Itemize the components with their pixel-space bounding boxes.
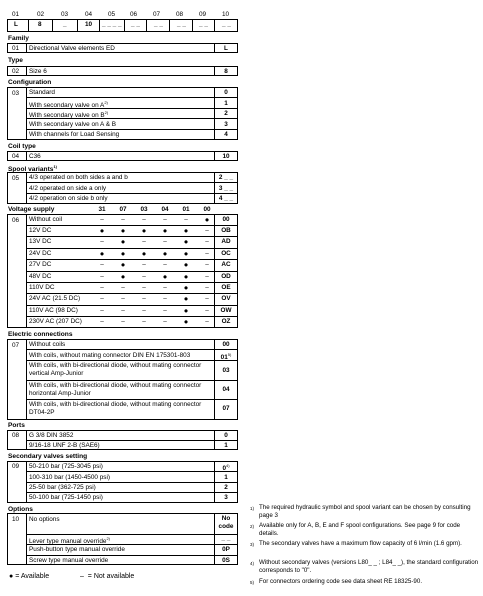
electric-row-code: 01$^{5)}$ xyxy=(220,352,232,362)
header-num: 03 xyxy=(61,11,69,18)
section-title-family: Family xyxy=(8,35,29,42)
secondary-row-code: 0$^{4)}$ xyxy=(222,463,230,473)
section-title-secondary: Secondary valves setting xyxy=(8,453,88,460)
not-available-dash: – xyxy=(163,284,167,291)
header-cell: _ _ xyxy=(177,21,186,28)
section-title-electric: Electric connections xyxy=(8,331,73,338)
spool-row-code: 3 _ _ xyxy=(218,185,234,192)
coil-code: 10 xyxy=(222,153,230,160)
not-available-dash: – xyxy=(121,318,125,325)
header-cell: 8 xyxy=(38,21,42,28)
electric-row-code: 00 xyxy=(222,341,230,348)
not-available-dash: – xyxy=(100,216,104,223)
electric-row-label: With coils, with bi-directional diode, without mating connector vertical Amp-Junior xyxy=(29,362,202,377)
configuration-row-label: With secondary valve on $B^{2)}$ xyxy=(29,110,109,120)
secondary-row-label: 50-210 bar (725-3045 psi) xyxy=(29,463,103,470)
spool-row-code: 4 _ _ xyxy=(218,195,234,202)
voltage-row-label: 12V DC xyxy=(29,227,52,234)
voltage-row-code: 00 xyxy=(222,216,230,223)
not-available-dash: – xyxy=(100,261,104,268)
secondary-row-code: 1 xyxy=(224,474,228,481)
available-dot-icon: ● xyxy=(204,215,210,224)
voltage-row-code: OB xyxy=(221,227,231,234)
available-dot-icon: ● xyxy=(120,260,126,269)
available-dot-icon: ● xyxy=(120,249,126,258)
not-available-dash: – xyxy=(184,216,188,223)
available-dot-icon: ● xyxy=(183,272,189,281)
section-number: 02 xyxy=(12,68,20,75)
voltage-row-label: 13V DC xyxy=(29,238,52,245)
configuration-row-code: 0 xyxy=(224,89,228,96)
dash-icon: – xyxy=(80,573,84,580)
not-available-dash: – xyxy=(121,284,125,291)
options-row-code: 0S xyxy=(222,557,230,564)
section-number: 08 xyxy=(12,432,20,439)
header-num: 10 xyxy=(222,11,230,18)
not-available-dash: – xyxy=(163,307,167,314)
voltage-col-header: 07 xyxy=(119,206,127,213)
header-cell: _ _ xyxy=(154,21,163,28)
section-number: 05 xyxy=(12,175,20,182)
secondary-row-code: 3 xyxy=(224,494,228,501)
options-row-label: Push-button type manual override xyxy=(29,546,125,553)
configuration-row-label: With secondary valve on $A^{2)}$ xyxy=(29,100,108,110)
not-available-dash: – xyxy=(142,307,146,314)
not-available-dash: – xyxy=(121,307,125,314)
voltage-row-label: 110V DC xyxy=(29,284,55,291)
voltage-row-code: AC xyxy=(221,261,231,268)
ports-row-code: 1 xyxy=(224,442,228,449)
available-dot-icon: ● xyxy=(162,226,168,235)
voltage-row-code: OC xyxy=(221,250,231,257)
available-dot-icon: ● xyxy=(99,249,105,258)
available-dot-icon: ● xyxy=(141,226,147,235)
not-available-dash: – xyxy=(100,273,104,280)
options-row-code: No code xyxy=(218,515,234,530)
section-title-configuration: Configuration xyxy=(8,79,52,86)
section-number: 06 xyxy=(12,217,20,224)
not-available-dash: – xyxy=(121,295,125,302)
voltage-col-header: 31 xyxy=(98,206,106,213)
voltage-row-code: AD xyxy=(221,238,231,245)
not-available-dash: – xyxy=(205,307,209,314)
header-num: 07 xyxy=(153,11,161,18)
options-row-label: Lever type manual override$^{2)}$ xyxy=(29,536,111,546)
ports-row-label: 9/16-18 UNF 2-B (SAE6) xyxy=(29,442,100,449)
not-available-dash: – xyxy=(142,295,146,302)
header-cell: _ _ xyxy=(222,21,231,28)
options-row-code: 0P xyxy=(222,546,230,553)
not-available-dash: – xyxy=(205,318,209,325)
voltage-row-label: 24V DC xyxy=(29,250,52,257)
voltage-row-code: OE xyxy=(221,284,231,291)
secondary-row-label: 50-100 bar (725-1450 psi) xyxy=(29,494,103,501)
not-available-dash: – xyxy=(163,295,167,302)
not-available-dash: – xyxy=(142,261,146,268)
configuration-row-code: 4 xyxy=(224,131,228,138)
electric-row-label: Without coils xyxy=(29,341,66,348)
section-number: 01 xyxy=(12,45,20,52)
spool-row-code: 2 _ _ xyxy=(218,174,234,181)
electric-row-code: 03 xyxy=(222,367,230,374)
section-title-options: Options xyxy=(8,506,33,513)
voltage-col-header: 04 xyxy=(161,206,169,213)
options-row-label: Screw type manual override xyxy=(29,557,109,564)
section-title-voltage: Voltage supply xyxy=(8,206,55,213)
voltage-row-code: OZ xyxy=(221,318,231,325)
not-available-dash: – xyxy=(142,216,146,223)
spool-row-label: 4/2 operated on side a only xyxy=(29,185,107,192)
section-number: 09 xyxy=(12,463,20,470)
available-dot-icon: ● xyxy=(162,272,168,281)
header-cell: 10 xyxy=(85,21,93,28)
available-dot-icon: ● xyxy=(183,317,189,326)
available-dot-icon: ● xyxy=(9,573,14,580)
available-dot-icon: ● xyxy=(183,226,189,235)
configuration-row-label: With channels for Load Sensing xyxy=(29,131,120,138)
available-dot-icon: ● xyxy=(162,249,168,258)
ports-row-label: G 3/8 DIN 3852 xyxy=(29,432,74,439)
available-dot-icon: ● xyxy=(141,249,147,258)
voltage-row-label: 27V DC xyxy=(29,261,52,268)
voltage-row-label: Without coil xyxy=(29,216,63,223)
voltage-row-code: OV xyxy=(221,295,231,302)
secondary-row-code: 2 xyxy=(224,484,228,491)
section-title-ports: Ports xyxy=(8,422,25,429)
configuration-row-code: 2 xyxy=(224,110,228,117)
electric-row-code: 07 xyxy=(222,405,230,412)
spool-row-label: 4/3 operated on both sides a and b xyxy=(29,174,128,181)
voltage-col-header: 01 xyxy=(182,206,190,213)
section-title-type: Type xyxy=(8,57,23,64)
voltage-col-header: 03 xyxy=(140,206,148,213)
not-available-dash: – xyxy=(163,238,167,245)
not-available-dash: – xyxy=(142,318,146,325)
section-title-spool: Spool variants$^{1)}$ xyxy=(8,164,57,174)
voltage-row-code: OW xyxy=(220,307,232,314)
header-num: 05 xyxy=(108,11,116,18)
voltage-row-code: OD xyxy=(221,273,231,280)
type-code: 8 xyxy=(224,68,228,75)
header-num: 01 xyxy=(12,11,20,18)
not-available-dash: – xyxy=(100,307,104,314)
header-cell: L xyxy=(14,21,18,28)
header-num: 06 xyxy=(130,11,138,18)
section-number: 07 xyxy=(12,342,20,349)
not-available-dash: – xyxy=(205,238,209,245)
header-cell: _ _ _ _ xyxy=(102,21,122,28)
not-available-dash: – xyxy=(100,318,104,325)
available-dot-icon: ● xyxy=(183,249,189,258)
section-number: 10 xyxy=(12,516,20,523)
available-dot-icon: ● xyxy=(183,294,189,303)
options-row-label: No options xyxy=(29,516,60,523)
not-available-dash: – xyxy=(142,284,146,291)
section-number: 04 xyxy=(12,153,20,160)
configuration-row-code: 3 xyxy=(224,121,228,128)
footnote: 2) Available only for A, B, E and F spool configurations. See page 9 for code details. xyxy=(250,522,461,537)
not-available-dash: – xyxy=(205,250,209,257)
not-available-dash: – xyxy=(121,216,125,223)
secondary-row-label: 100-310 bar (1450-4500 psi) xyxy=(29,474,111,481)
not-available-dash: – xyxy=(205,295,209,302)
available-dot-icon: ● xyxy=(120,237,126,246)
voltage-row-label: 110V AC (98 DC) xyxy=(29,307,78,314)
configuration-row-code: 1 xyxy=(224,100,228,107)
coil-label: C36 xyxy=(29,153,41,160)
footnote: 3) The secondary valves have a maximum flow capacity of 6 l/min (1.6 gpm). xyxy=(250,540,462,547)
available-dot-icon: ● xyxy=(183,306,189,315)
not-available-dash: – xyxy=(163,216,167,223)
voltage-row-label: 230V AC (207 DC) xyxy=(29,318,82,325)
not-available-dash: – xyxy=(100,295,104,302)
voltage-row-label: 24V AC (21.5 DC) xyxy=(29,295,81,302)
available-dot-icon: ● xyxy=(120,272,126,281)
available-dot-icon: ● xyxy=(99,226,105,235)
not-available-dash: – xyxy=(100,284,104,291)
available-dot-icon: ● xyxy=(120,226,126,235)
available-dot-icon: ● xyxy=(183,237,189,246)
secondary-row-label: 25-50 bar (362-725 psi) xyxy=(29,484,96,491)
header-cell: _ _ xyxy=(199,21,208,28)
available-dot-icon: ● xyxy=(183,260,189,269)
electric-row-label: With coils, with bi-directional diode, without mating connector horizontal Amp-Junior xyxy=(29,382,202,397)
not-available-dash: – xyxy=(205,273,209,280)
coil-box xyxy=(7,151,238,161)
header-num: 09 xyxy=(199,11,207,18)
header-num: 02 xyxy=(37,11,45,18)
type-label: Size 6 xyxy=(29,68,47,75)
not-available-dash: – xyxy=(163,318,167,325)
spool-row-label: 4/2 operation on side b only xyxy=(29,195,108,202)
footnote: 5) For connectors ordering code see data sheet RE 18325-90. xyxy=(250,578,423,585)
not-available-dash: – xyxy=(142,273,146,280)
options-row-code: _ _ xyxy=(221,535,231,542)
section-title-coil: Coil type xyxy=(8,143,36,150)
section-number: 03 xyxy=(12,90,20,97)
configuration-row-label: Standard xyxy=(29,89,55,96)
configuration-row-label: With secondary valve on A & B xyxy=(29,121,117,128)
header-cell: _ _ xyxy=(131,21,140,28)
electric-row-code: 04 xyxy=(222,386,230,393)
electric-row-label: With coils, with bi-directional diode, without mating connector DT04-2P xyxy=(29,401,202,416)
not-available-dash: – xyxy=(205,284,209,291)
not-available-dash: – xyxy=(163,261,167,268)
legend-not-available: – = Not available xyxy=(80,573,135,580)
family-label: Directional Valve elements ED xyxy=(29,45,115,52)
available-dot-icon: ● xyxy=(183,283,189,292)
ports-row-code: 0 xyxy=(224,432,228,439)
voltage-col-header: 00 xyxy=(203,206,211,213)
footnote: 4) Without secondary valves (versions L80_ _ ; L84_ _), the standard configuration corresponds to "0". xyxy=(250,559,479,574)
header-num: 04 xyxy=(85,11,93,18)
footnote: 1) The required hydraulic symbol and spool variant can be chosen by consulting page 3 xyxy=(250,504,471,519)
electric-row-label: With coils, without mating connector DIN EN 175301-803 xyxy=(29,352,191,359)
header-cell: _ xyxy=(63,21,67,28)
not-available-dash: – xyxy=(205,227,209,234)
legend-available: ● = Available xyxy=(9,573,50,580)
not-available-dash: – xyxy=(100,238,104,245)
not-available-dash: – xyxy=(142,238,146,245)
not-available-dash: – xyxy=(205,261,209,268)
voltage-row-label: 48V DC xyxy=(29,273,52,280)
family-code: L xyxy=(224,45,228,52)
header-num: 08 xyxy=(176,11,184,18)
